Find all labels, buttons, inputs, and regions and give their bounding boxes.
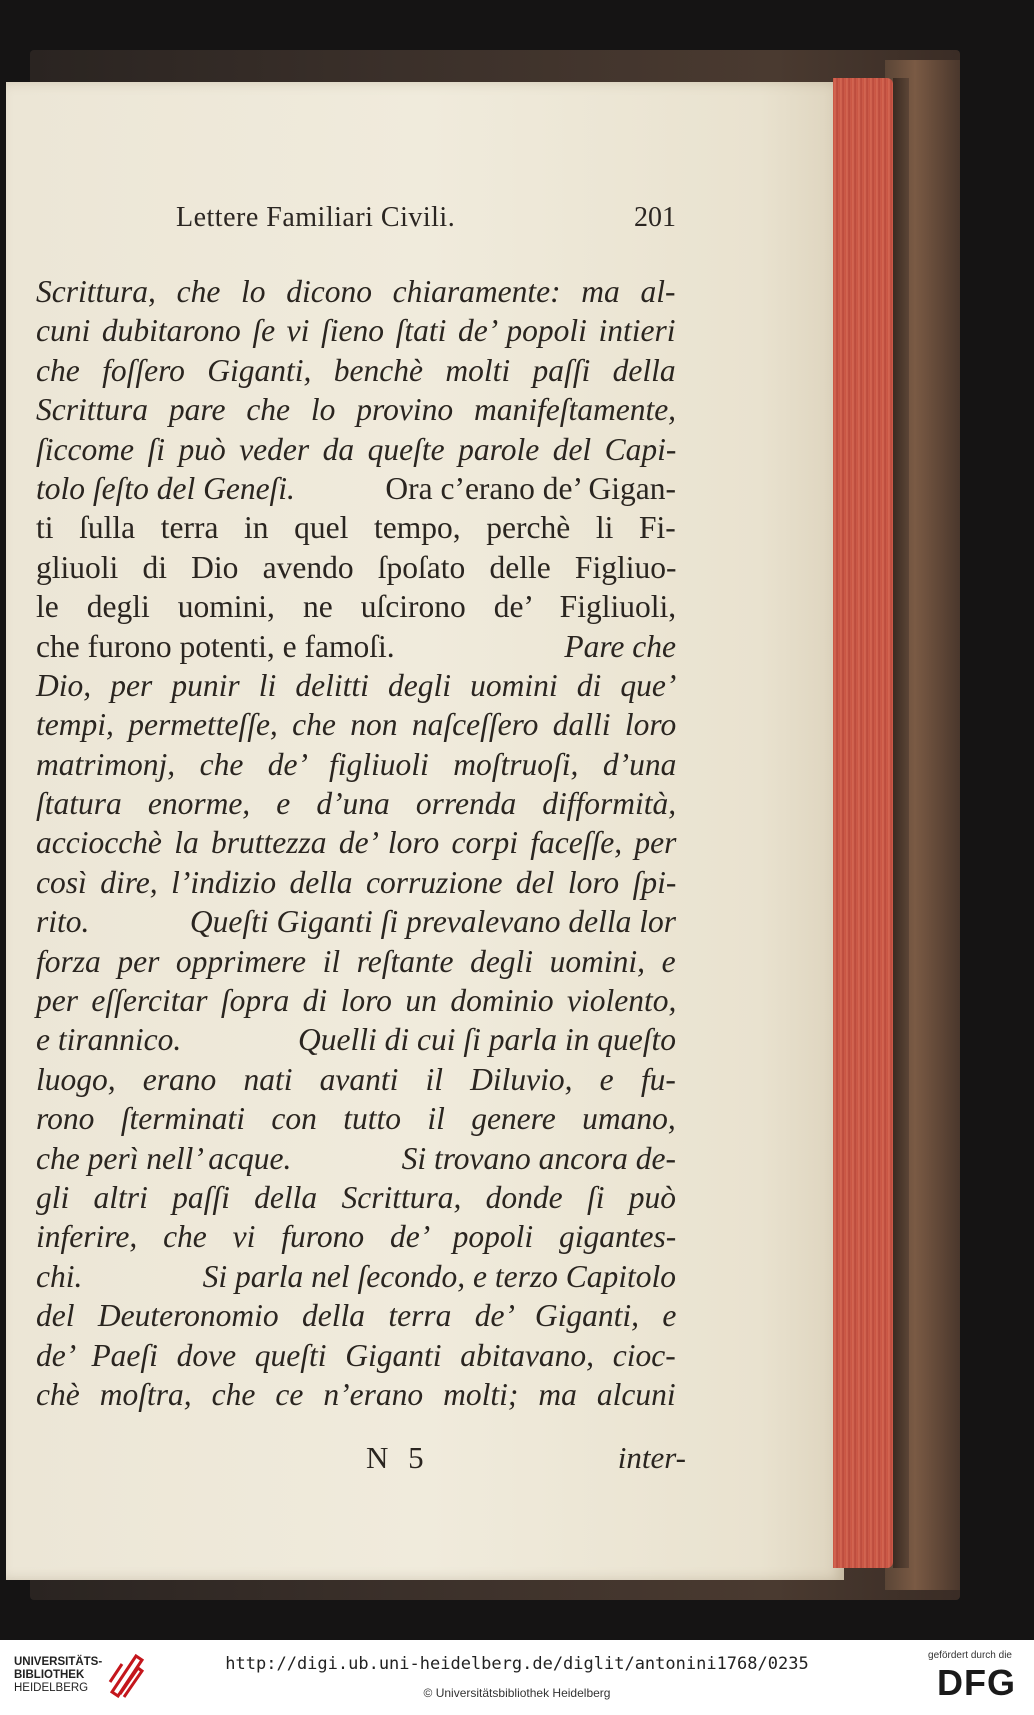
text-segment: e tirannico. (36, 1022, 182, 1058)
text-segment: tempi, permetteſſe, che non naſceſſero dalli loro (36, 707, 677, 743)
running-head-title: Lettere Familiari Civili. (176, 202, 456, 233)
text-segment: chè moſtra, che ce n’erano molti; ma alcuni (36, 1376, 676, 1412)
text-segment: ſiccome ſi può veder da queſte parole del Capi- (36, 431, 677, 467)
text-line (36, 1020, 676, 1059)
text-segment: Queſti Giganti ſi prevalevano della lor (189, 904, 676, 940)
text-line (36, 1099, 676, 1138)
text-segment: Dio, per punir li delitti degli uomini di que’ (36, 667, 677, 703)
text-segment: Scrittura, che lo dicono chiaramente: ma al- (36, 274, 676, 309)
text-segment: così dire, l’indizio della corruzione del loro ſpi- (36, 864, 677, 900)
funder-label: gefördert durch die (928, 1650, 1012, 1661)
text-line (36, 784, 676, 823)
text-line (36, 1060, 676, 1099)
text-line (36, 351, 676, 390)
text-segment: ti ſulla terra in quel tempo, perchè li Fi- (36, 510, 676, 546)
text-segment: Ora c’erano de’ Gigan- (385, 470, 676, 506)
text-segment: ſtatura enorme, e d’una orrenda difformità, (36, 786, 677, 822)
text-line (36, 311, 676, 350)
text-segment: per eſſercitar ſopra di loro un dominio violento, (36, 983, 677, 1019)
text-line (36, 1257, 676, 1296)
text-line (36, 272, 676, 311)
page-footer-marks (36, 1440, 686, 1480)
text-line (36, 1178, 676, 1217)
text-line (36, 508, 676, 547)
text-segment: luogo, erano nati avanti il Diluvio, e fu- (36, 1061, 676, 1097)
text-segment: le degli uomini, ne uſcirono de’ Figliuoli, (36, 589, 677, 625)
page-body-text (36, 272, 676, 1414)
text-line (36, 981, 676, 1020)
text-line (36, 548, 676, 587)
text-line (36, 942, 676, 981)
text-line (36, 666, 676, 705)
library-name-line: HEIDELBERG (14, 1682, 89, 1694)
text-segment: de’ Paeſi dove queſti Giganti abitavano, cioc- (36, 1337, 676, 1373)
permalink-url[interactable]: http://digi.ub.uni-heidelberg.de/diglit/antonini1768/0235 (225, 1654, 809, 1674)
copyright-notice: © Universitätsbibliothek Heidelberg (423, 1686, 611, 1700)
text-line (36, 627, 676, 666)
text-segment: cuni dubitarono ſe vi ſieno ſtati de’ popoli intieri (36, 313, 676, 349)
text-segment: Pare che (564, 628, 676, 664)
text-segment: chi. (36, 1258, 83, 1294)
text-line (36, 705, 676, 744)
library-name-line: BIBLIOTHEK (14, 1669, 85, 1681)
signature-mark: N 5 (366, 1440, 430, 1475)
text-line (36, 902, 676, 941)
page-number: 201 (634, 202, 676, 233)
text-segment: Si parla nel ſecondo, e terzo Capitolo (202, 1258, 676, 1294)
viewer-footer (0, 1640, 1034, 1715)
text-line (36, 1139, 676, 1178)
cover-board (893, 78, 909, 1568)
text-segment: inferire, che vi furono de’ popoli gigantes- (36, 1219, 677, 1255)
text-line (36, 1296, 676, 1335)
text-line (36, 823, 676, 862)
text-segment: matrimonj, che de’ figliuoli moſtruoſi, d’una (36, 746, 677, 782)
text-line (36, 1375, 676, 1414)
text-segment: che perì nell’ acque. (36, 1140, 292, 1176)
text-line (36, 469, 676, 508)
dfg-logo: DFG (937, 1662, 1016, 1703)
text-segment: Scrittura pare che lo provino manifeſtamente, (36, 392, 677, 428)
text-segment: forza per opprimere il reſtante degli uomini, e (36, 943, 676, 979)
text-line (36, 390, 676, 429)
text-line (36, 1336, 676, 1375)
text-segment: Quelli di cui ſi parla in queſto (298, 1022, 676, 1058)
text-line (36, 863, 676, 902)
text-segment: rono ſterminati con tutto il genere umano, (36, 1101, 676, 1137)
text-line (36, 1217, 676, 1256)
catchword: inter- (617, 1440, 686, 1475)
text-segment: che foſſero Giganti, benchè molti paſſi della (36, 352, 676, 388)
text-segment: del Deuteronomio della terra de’ Giganti, e (36, 1298, 677, 1334)
library-name-line: UNIVERSITÄTS- (14, 1656, 103, 1668)
text-segment: rito. (36, 904, 90, 940)
text-line (36, 587, 676, 626)
text-segment: Si trovano ancora de- (401, 1140, 676, 1176)
running-header (36, 202, 676, 242)
text-segment: acciocchè la bruttezza de’ loro corpi faceſſe, per (36, 825, 677, 861)
text-line (36, 745, 676, 784)
text-segment: gli altri paſſi della Scrittura, donde ſi può (36, 1179, 676, 1215)
text-line (36, 430, 676, 469)
text-segment: che furono potenti, e famoſi. (36, 628, 395, 664)
red-page-edges (833, 78, 893, 1568)
text-segment: tolo ſeſto del Geneſi. (36, 470, 295, 506)
text-segment: gliuoli di Dio avendo ſpoſato delle Figliuo- (36, 549, 677, 585)
